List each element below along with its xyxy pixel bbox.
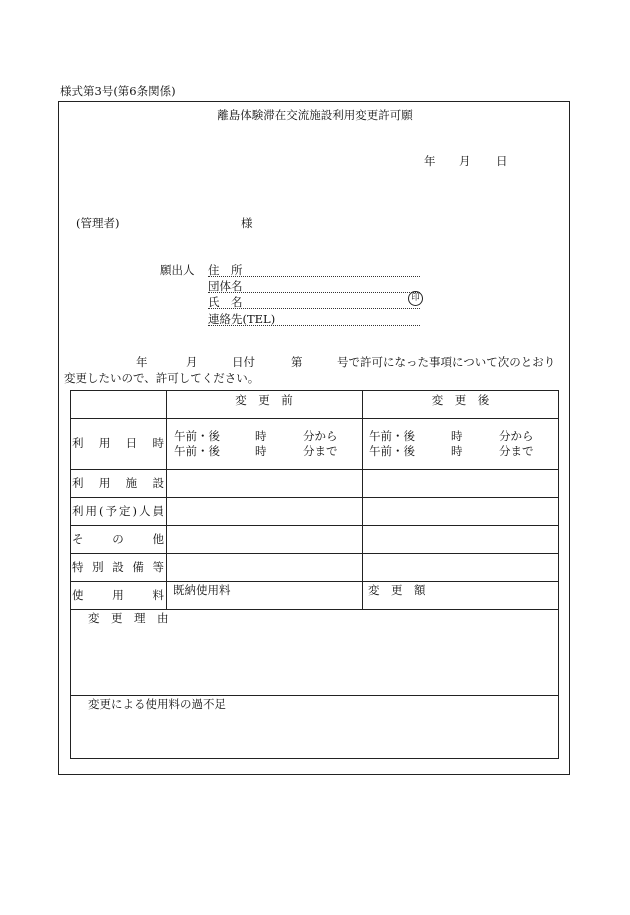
organization-field[interactable] bbox=[208, 292, 420, 293]
date-month[interactable]: 月 bbox=[459, 154, 471, 168]
col-header-before: 変 更 前 bbox=[235, 393, 293, 407]
table-divider bbox=[70, 695, 559, 696]
col-header-after: 変 更 後 bbox=[431, 393, 490, 407]
before-end-ampm[interactable]: 午前・後 bbox=[174, 444, 220, 458]
address-field[interactable] bbox=[208, 276, 420, 277]
intro-number-prefix: 第 bbox=[291, 355, 303, 369]
contact-label: 連絡先(TEL) bbox=[208, 312, 276, 326]
after-start-hour[interactable]: 時 bbox=[451, 429, 463, 443]
before-start-min[interactable]: 分から bbox=[303, 429, 338, 443]
row-label-other: その他 bbox=[72, 532, 164, 546]
fee-excess-shortage-label: 変更による使用料の過不足 bbox=[88, 697, 226, 711]
table-divider bbox=[70, 469, 559, 470]
change-reason-label: 変 更 理 由 bbox=[88, 611, 169, 625]
intro-line2: 変更したいので、許可してください。 bbox=[64, 371, 260, 385]
seal-mark: 印 bbox=[408, 291, 423, 306]
before-end-min[interactable]: 分まで bbox=[303, 444, 338, 458]
table-divider bbox=[70, 553, 559, 554]
table-divider bbox=[70, 609, 559, 610]
intro-year: 年 bbox=[136, 355, 148, 369]
date-day[interactable]: 日 bbox=[496, 154, 508, 168]
table-divider bbox=[70, 418, 559, 419]
intro-day-dated: 日付 bbox=[232, 355, 255, 369]
date-year[interactable]: 年 bbox=[424, 154, 436, 168]
after-end-hour[interactable]: 時 bbox=[451, 444, 463, 458]
form-title: 離島体験滞在交流施設利用変更許可願 bbox=[217, 108, 413, 122]
before-end-hour[interactable]: 時 bbox=[255, 444, 267, 458]
table-divider bbox=[362, 390, 363, 610]
manager-label: (管理者) bbox=[76, 216, 120, 230]
before-start-ampm[interactable]: 午前・後 bbox=[174, 429, 220, 443]
form-number: 様式第3号(第6条関係) bbox=[60, 84, 176, 98]
row-label-usage-datetime: 利用日時 bbox=[72, 436, 164, 450]
contact-field[interactable] bbox=[208, 325, 420, 326]
row-label-fee: 使用料 bbox=[72, 588, 164, 602]
after-start-ampm[interactable]: 午前・後 bbox=[369, 429, 415, 443]
applicant-label: 願出人 bbox=[160, 263, 195, 277]
table-divider bbox=[70, 497, 559, 498]
intro-rest-line1: 号で許可になった事項について次のとおり bbox=[337, 355, 556, 369]
row-label-facility: 利用施設 bbox=[72, 476, 164, 490]
intro-month: 月 bbox=[186, 355, 198, 369]
table-divider bbox=[70, 525, 559, 526]
name-field[interactable] bbox=[208, 308, 420, 309]
after-end-min[interactable]: 分まで bbox=[499, 444, 534, 458]
fee-paid-label: 既納使用料 bbox=[173, 583, 231, 597]
address-label: 住 所 bbox=[208, 263, 243, 277]
organization-label: 団体名 bbox=[208, 279, 243, 293]
name-label: 氏 名 bbox=[208, 295, 243, 309]
row-label-people: 利用(予定)人員 bbox=[72, 504, 164, 518]
after-end-ampm[interactable]: 午前・後 bbox=[369, 444, 415, 458]
fee-change-label: 変 更 額 bbox=[368, 583, 426, 597]
table-divider bbox=[70, 581, 559, 582]
before-start-hour[interactable]: 時 bbox=[255, 429, 267, 443]
table-divider bbox=[166, 390, 167, 610]
row-label-special-equipment: 特別設備等 bbox=[72, 560, 164, 574]
after-start-min[interactable]: 分から bbox=[499, 429, 534, 443]
honorific-sama: 様 bbox=[241, 216, 253, 230]
